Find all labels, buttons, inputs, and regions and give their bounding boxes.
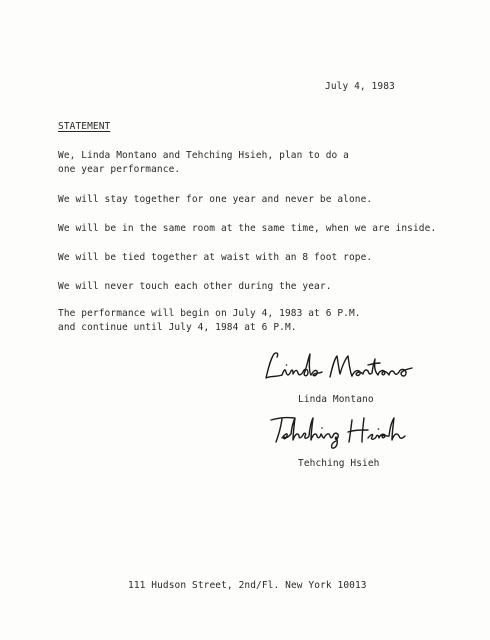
paragraph-plan xyxy=(58,149,349,177)
signer-name-tehching: Tehching Hsieh xyxy=(298,458,380,469)
paragraph-schedule xyxy=(58,307,361,335)
paragraph-line: We will stay together for one year and never be alone. xyxy=(58,194,373,205)
paragraph-line: We will be in the same room at the same time, when we are inside. xyxy=(58,223,437,234)
paragraph-line: We will be tied together at waist with an 8 foot rope. xyxy=(58,252,373,263)
signer-name-linda: Linda Montano xyxy=(298,394,374,405)
paragraph-rope xyxy=(58,251,372,265)
paragraph-line: The performance will begin on July 4, 1983 at 6 P.M. xyxy=(58,308,361,319)
letter-date: July 4, 1983 xyxy=(325,81,395,92)
paragraph-same-room xyxy=(58,222,436,236)
signature-linda-montano xyxy=(262,350,422,384)
paragraph-line: one year performance. xyxy=(58,164,181,175)
statement-heading: STATEMENT xyxy=(58,121,111,132)
address-line: 111 Hudson Street, 2nd/Fl. New York 10013 xyxy=(128,580,367,591)
paragraph-together xyxy=(58,193,372,207)
paragraph-no-touch xyxy=(58,280,332,294)
paragraph-line: and continue until July 4, 1984 at 6 P.M. xyxy=(58,322,297,333)
paragraph-line: We, Linda Montano and Tehching Hsieh, plan to do a xyxy=(58,150,349,161)
signature-linda-montano-drawing xyxy=(262,350,422,384)
paragraph-line: We will never touch each other during the year. xyxy=(58,281,332,292)
signature-tehching-hsieh xyxy=(268,412,428,452)
signature-tehching-hsieh-drawing xyxy=(268,412,428,452)
